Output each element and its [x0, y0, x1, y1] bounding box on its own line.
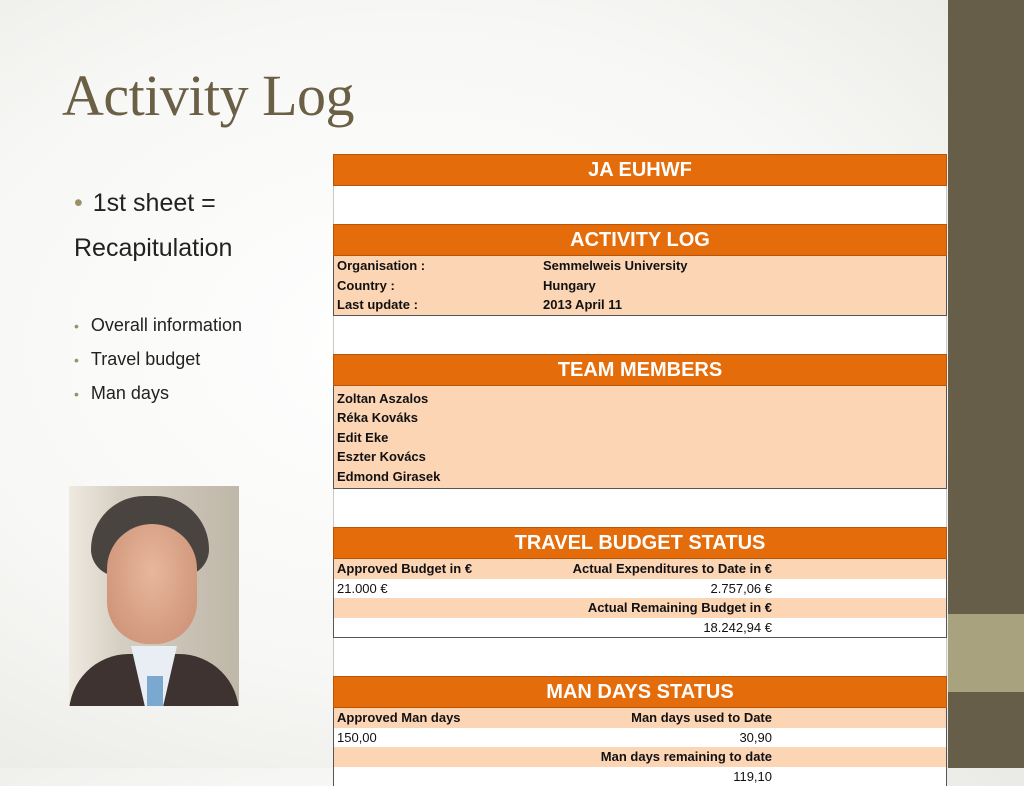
photo-tie: [147, 676, 163, 706]
table-row: [334, 579, 946, 599]
bullet-main: [74, 186, 324, 220]
bullet-dot-icon: •: [74, 386, 79, 402]
row-value: Hungary: [543, 276, 596, 296]
table-row: [334, 256, 946, 276]
sub-bullet: [74, 377, 324, 411]
photo-face: [107, 524, 197, 644]
sub-bullet-text: Travel budget: [91, 349, 200, 369]
table-row: [334, 618, 946, 638]
table-row: [334, 598, 946, 618]
approved-man-days-label: Approved Man days: [337, 708, 461, 728]
man-days-remaining-label: Man days remaining to date: [601, 747, 772, 767]
sub-bullet: [74, 343, 324, 377]
row-label: Last update :: [337, 295, 418, 315]
actual-expenditures-label: Actual Expenditures to Date in €: [573, 559, 772, 579]
actual-expenditures-value: 2.757,06 €: [711, 579, 772, 599]
bullet-dot-icon: •: [74, 318, 79, 334]
sub-bullet-text: Overall information: [91, 315, 242, 335]
spreadsheet: [333, 154, 947, 786]
list-item: Eszter Kovács: [334, 447, 946, 467]
list-item: Edmond Girasek: [334, 467, 946, 487]
team-members-header: TEAM MEMBERS: [333, 354, 947, 386]
man-days-table: [333, 708, 947, 786]
activity-log-header: ACTIVITY LOG: [333, 224, 947, 256]
blank-row: [333, 638, 947, 676]
sub-bullet: [74, 309, 324, 343]
table-row: [334, 767, 946, 786]
blank-row: [333, 316, 947, 354]
man-days-header: MAN DAYS STATUS: [333, 676, 947, 708]
row-value: 2013 April 11: [543, 295, 622, 315]
bullet-dot-icon: •: [74, 352, 79, 368]
table-row: [334, 728, 946, 748]
sub-bullet-list: [74, 309, 324, 411]
travel-budget-header: TRAVEL BUDGET STATUS: [333, 527, 947, 559]
table-row: [334, 295, 946, 315]
table-row: [334, 747, 946, 767]
activity-log-table: [333, 256, 947, 316]
bullet-main-text: 1st sheet =: [93, 189, 216, 217]
remaining-budget-label: Actual Remaining Budget in €: [588, 598, 772, 618]
man-days-remaining-value: 119,10: [733, 767, 772, 786]
portrait-photo: [69, 486, 239, 706]
table-row: [334, 708, 946, 728]
list-item: Edit Eke: [334, 428, 946, 448]
remaining-budget-value: 18.242,94 €: [703, 618, 772, 638]
team-members-table: [333, 386, 947, 490]
sheet-header: JA EUHWF: [333, 154, 947, 186]
approved-budget-label: Approved Budget in €: [337, 559, 472, 579]
man-days-used-value: 30,90: [739, 728, 772, 748]
list-item: Zoltan Aszalos: [334, 389, 946, 409]
approved-budget-value: 21.000 €: [337, 579, 388, 599]
blank-row: [333, 489, 947, 527]
table-row: [334, 276, 946, 296]
sub-bullet-text: Man days: [91, 383, 169, 403]
approved-man-days-value: 150,00: [337, 728, 377, 748]
table-row: [334, 559, 946, 579]
slide-title: Activity Log: [62, 62, 354, 129]
blank-row: [333, 186, 947, 224]
row-value: Semmelweis University: [543, 256, 688, 276]
row-label: Country :: [337, 276, 395, 296]
right-bar-accent: [948, 614, 1024, 692]
row-label: Organisation :: [337, 256, 425, 276]
bullet-list: [74, 186, 324, 411]
travel-budget-table: [333, 559, 947, 638]
list-item: Réka Kováks: [334, 408, 946, 428]
bullet-main-continuation: Recapitulation: [74, 231, 324, 265]
bullet-dot-icon: •: [74, 189, 83, 217]
man-days-used-label: Man days used to Date: [631, 708, 772, 728]
